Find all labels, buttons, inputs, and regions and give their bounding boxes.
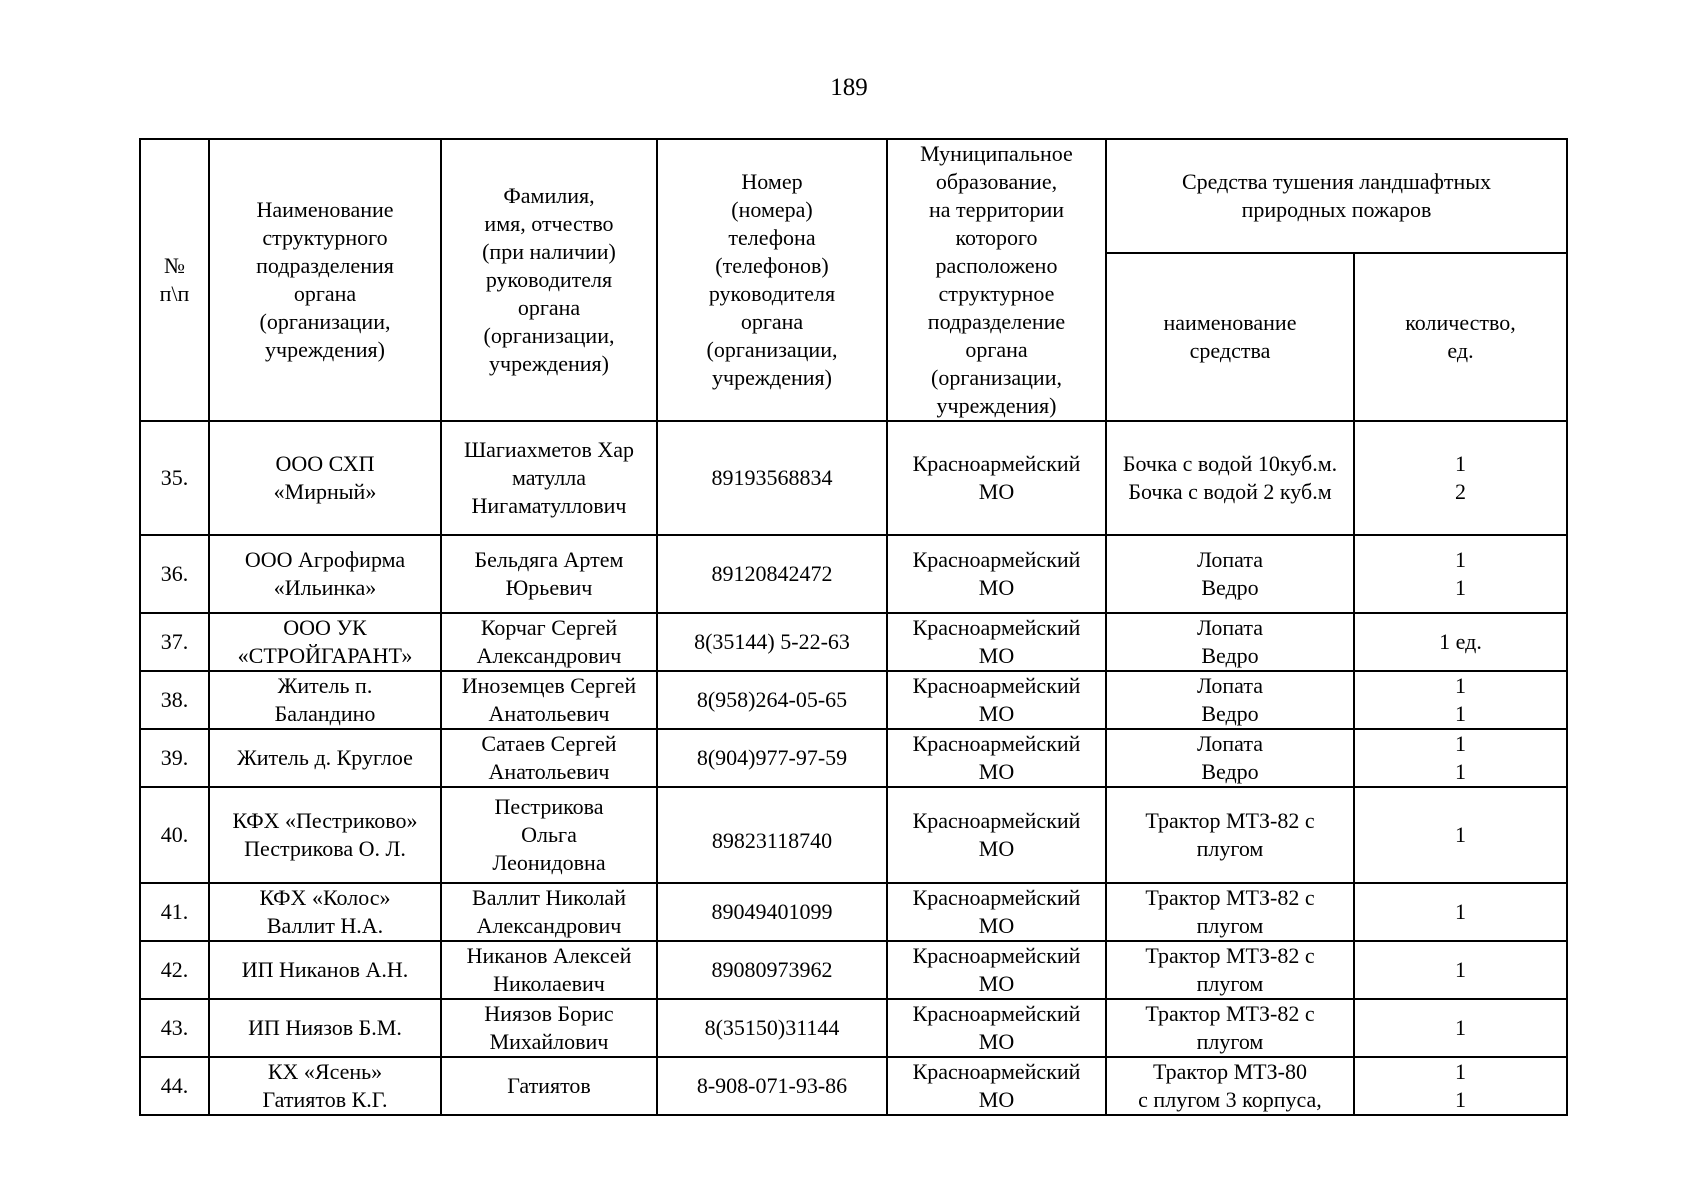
cell-phone: 8(35150)31144 — [657, 999, 887, 1057]
cell-head: Гатиятов — [441, 1057, 657, 1115]
cell-unit: ООО Агрофирма «Ильинка» — [209, 535, 441, 613]
table-row — [140, 671, 1567, 729]
cell-head: Сатаев Сергей Анатольевич — [441, 729, 657, 787]
cell-num: 44. — [140, 1057, 209, 1115]
cell-municipality: Красноармейский МО — [887, 671, 1106, 729]
cell-phone: 8(958)264-05-65 — [657, 671, 887, 729]
cell-head: Ниязов Борис Михайлович — [441, 999, 657, 1057]
header-phone: Номер (номера) телефона (телефонов) руководителя органа (организации, учреждения) — [657, 139, 887, 421]
cell-municipality: Красноармейский МО — [887, 883, 1106, 941]
header-num: № п\п — [140, 139, 209, 421]
cell-qty: 1 — [1354, 999, 1567, 1057]
cell-means: Бочка с водой 10куб.м. Бочка с водой 2 куб.м — [1106, 421, 1354, 535]
cell-num: 38. — [140, 671, 209, 729]
cell-qty: 1 1 — [1354, 671, 1567, 729]
cell-num: 35. — [140, 421, 209, 535]
cell-head: Корчаг Сергей Александрович — [441, 613, 657, 671]
table-row — [140, 941, 1567, 999]
cell-means: Лопата Ведро — [1106, 671, 1354, 729]
cell-num: 39. — [140, 729, 209, 787]
cell-phone: 89080973962 — [657, 941, 887, 999]
cell-qty: 1 1 — [1354, 729, 1567, 787]
cell-head: Бельдяга Артем Юрьевич — [441, 535, 657, 613]
cell-num: 43. — [140, 999, 209, 1057]
cell-unit: КФХ «Колос» Валлит Н.А. — [209, 883, 441, 941]
table-row — [140, 1057, 1567, 1115]
cell-qty: 1 — [1354, 883, 1567, 941]
cell-unit: ООО УК «СТРОЙГАРАНТ» — [209, 613, 441, 671]
cell-means: Лопата Ведро — [1106, 535, 1354, 613]
cell-phone: 89193568834 — [657, 421, 887, 535]
table-row — [140, 729, 1567, 787]
cell-unit: КХ «Ясень» Гатиятов К.Г. — [209, 1057, 441, 1115]
header-head-name: Фамилия, имя, отчество (при наличии) руководителя органа (организации, учреждения) — [441, 139, 657, 421]
table-row — [140, 535, 1567, 613]
cell-phone: 8(904)977-97-59 — [657, 729, 887, 787]
cell-means: Трактор МТЗ-82 с плугом — [1106, 787, 1354, 883]
cell-means: Трактор МТЗ-82 с плугом — [1106, 941, 1354, 999]
cell-municipality: Красноармейский МО — [887, 421, 1106, 535]
cell-unit: ИП Ниязов Б.М. — [209, 999, 441, 1057]
cell-head: Шагиахметов Хар матулла Нигаматуллович — [441, 421, 657, 535]
cell-municipality: Красноармейский МО — [887, 1057, 1106, 1115]
header-means-group: Средства тушения ландшафтных природных пожаров — [1106, 139, 1567, 253]
cell-head: Никанов Алексей Николаевич — [441, 941, 657, 999]
cell-num: 36. — [140, 535, 209, 613]
cell-means: Трактор МТЗ-80 с плугом 3 корпуса, — [1106, 1057, 1354, 1115]
cell-means: Трактор МТЗ-82 с плугом — [1106, 883, 1354, 941]
cell-qty: 1 ед. — [1354, 613, 1567, 671]
cell-qty: 1 1 — [1354, 1057, 1567, 1115]
cell-phone: 8-908-071-93-86 — [657, 1057, 887, 1115]
cell-means: Лопата Ведро — [1106, 729, 1354, 787]
cell-num: 40. — [140, 787, 209, 883]
table-row — [140, 787, 1567, 883]
cell-unit: КФХ «Пестриково» Пестрикова О. Л. — [209, 787, 441, 883]
cell-municipality: Красноармейский МО — [887, 729, 1106, 787]
header-means-name: наименование средства — [1106, 253, 1354, 421]
cell-num: 42. — [140, 941, 209, 999]
cell-municipality: Красноармейский МО — [887, 787, 1106, 883]
cell-phone: 89823118740 — [657, 787, 887, 883]
fire-means-table — [139, 138, 1568, 1116]
table-row — [140, 421, 1567, 535]
cell-qty: 1 1 — [1354, 535, 1567, 613]
cell-num: 41. — [140, 883, 209, 941]
table-row — [140, 999, 1567, 1057]
cell-phone: 89049401099 — [657, 883, 887, 941]
page-number: 189 — [830, 74, 868, 101]
cell-municipality: Красноармейский МО — [887, 613, 1106, 671]
cell-qty: 1 2 — [1354, 421, 1567, 535]
cell-means: Трактор МТЗ-82 с плугом — [1106, 999, 1354, 1057]
cell-head: Пестрикова Ольга Леонидовна — [441, 787, 657, 883]
table-row — [140, 883, 1567, 941]
cell-unit: ООО СХП «Мирный» — [209, 421, 441, 535]
header-row-1 — [140, 139, 1567, 253]
cell-head: Валлит Николай Александрович — [441, 883, 657, 941]
header-municipality: Муниципальное образование, на территории которого расположено структурное подразделение органа (организации, учреждения) — [887, 139, 1106, 421]
cell-qty: 1 — [1354, 941, 1567, 999]
cell-means: Лопата Ведро — [1106, 613, 1354, 671]
cell-num: 37. — [140, 613, 209, 671]
cell-phone: 8(35144) 5-22-63 — [657, 613, 887, 671]
cell-municipality: Красноармейский МО — [887, 999, 1106, 1057]
cell-head: Иноземцев Сергей Анатольевич — [441, 671, 657, 729]
cell-municipality: Красноармейский МО — [887, 535, 1106, 613]
header-means-qty: количество, ед. — [1354, 253, 1567, 421]
header-unit: Наименование структурного подразделения органа (организации, учреждения) — [209, 139, 441, 421]
cell-phone: 89120842472 — [657, 535, 887, 613]
cell-unit: ИП Никанов А.Н. — [209, 941, 441, 999]
cell-unit: Житель п. Баландино — [209, 671, 441, 729]
table-row — [140, 613, 1567, 671]
cell-unit: Житель д. Круглое — [209, 729, 441, 787]
cell-qty: 1 — [1354, 787, 1567, 883]
cell-municipality: Красноармейский МО — [887, 941, 1106, 999]
